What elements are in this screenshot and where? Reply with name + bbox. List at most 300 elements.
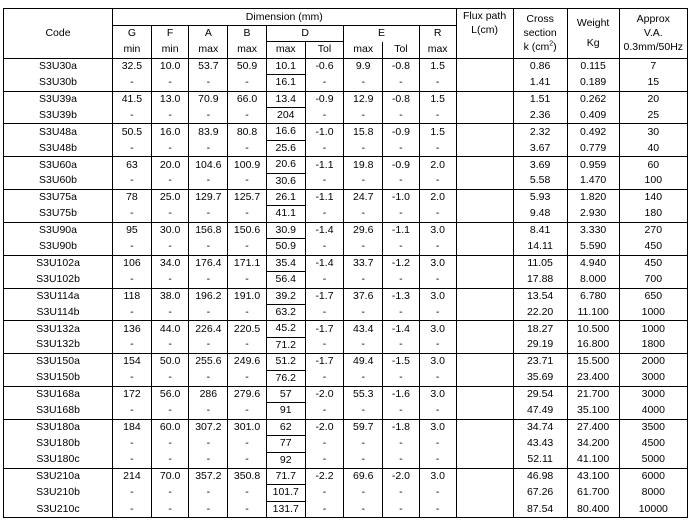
cell-approx-va: 30 [619, 124, 687, 140]
cell-code: S3U210a [4, 468, 113, 484]
header-code: Code [4, 9, 113, 59]
cell-code: S3U180b [4, 436, 113, 452]
cell-e-max: 19.8 [344, 157, 383, 173]
cell-cross-section: 8.41 [513, 222, 567, 238]
table-row [4, 190, 688, 206]
cell-g: 95 [113, 222, 152, 238]
cell-cross-section: 67.26 [513, 485, 567, 501]
cell-e-tol: -1.5 [383, 354, 420, 370]
cell-g: - [113, 173, 152, 189]
header-approx-va-line3: 0.3mm/50Hz [623, 41, 684, 54]
cell-d-max: 63.2 [266, 304, 305, 320]
cell-cross-section: 22.20 [513, 304, 567, 320]
cell-g: - [113, 403, 152, 419]
header-col-g: G [113, 26, 152, 42]
cell-g: 41.5 [113, 91, 152, 107]
cell-f: 70.0 [151, 468, 189, 484]
cell-code: S3U168a [4, 386, 113, 402]
cell-weight: 6.780 [567, 288, 619, 304]
cell-d-max: 101.7 [266, 485, 305, 501]
cell-flux-path [456, 91, 513, 107]
cell-e-tol: -0.8 [383, 91, 420, 107]
cell-e-tol: -1.2 [383, 255, 420, 271]
cell-cross-section: 9.48 [513, 206, 567, 222]
cell-e-max: - [344, 108, 383, 124]
cell-g: - [113, 370, 152, 386]
cell-flux-path [456, 403, 513, 419]
cell-g: 32.5 [113, 58, 152, 74]
cell-e-max: 33.7 [344, 255, 383, 271]
cell-d-max: 57 [266, 386, 305, 402]
cell-d-tol: -0.9 [305, 91, 344, 107]
cell-cross-section: 5.58 [513, 173, 567, 189]
cell-e-max: - [344, 452, 383, 468]
cell-cross-section: 46.98 [513, 468, 567, 484]
table-row [4, 386, 688, 402]
cell-d-tol: -1.0 [305, 124, 344, 140]
cell-r: - [419, 75, 456, 91]
cell-r: - [419, 452, 456, 468]
cell-b: - [228, 436, 267, 452]
cell-e-max: 29.6 [344, 222, 383, 238]
cell-weight: 0.959 [567, 157, 619, 173]
table-row [4, 272, 688, 288]
cell-e-tol: -1.1 [383, 222, 420, 238]
cell-f: 38.0 [151, 288, 189, 304]
cell-b: 150.6 [228, 222, 267, 238]
cell-f: 44.0 [151, 321, 189, 337]
cell-code: S3U150a [4, 354, 113, 370]
cell-b: 66.0 [228, 91, 267, 107]
cell-cross-section: 17.88 [513, 272, 567, 288]
cell-weight: 80.400 [567, 501, 619, 517]
cell-flux-path [456, 190, 513, 206]
header-weight [567, 9, 619, 59]
cell-approx-va: 700 [619, 272, 687, 288]
table-row [4, 255, 688, 271]
cell-code: S3U114b [4, 304, 113, 320]
cell-e-max: 24.7 [344, 190, 383, 206]
cell-r: 1.5 [419, 58, 456, 74]
cell-weight: 8.000 [567, 272, 619, 288]
cell-f: - [151, 75, 189, 91]
cell-e-tol: - [383, 140, 420, 156]
cell-d-tol: -1.4 [305, 255, 344, 271]
cell-e-max: - [344, 75, 383, 91]
cell-approx-va: 650 [619, 288, 687, 304]
cell-weight: 0.409 [567, 108, 619, 124]
cell-b: - [228, 108, 267, 124]
cell-cross-section: 29.54 [513, 386, 567, 402]
table-row [4, 58, 688, 74]
cell-weight: 21.700 [567, 386, 619, 402]
header-cross-section-line2: section [523, 27, 557, 40]
cell-b: 125.7 [228, 190, 267, 206]
cell-b: 50.9 [228, 58, 267, 74]
table-row [4, 239, 688, 255]
cell-e-tol: - [383, 485, 420, 501]
header-flux-path-line2: L(cm) [471, 24, 498, 36]
cell-b: - [228, 173, 267, 189]
cell-b: 100.9 [228, 157, 267, 173]
cell-cross-section: 13.54 [513, 288, 567, 304]
table-row [4, 157, 688, 173]
cell-weight: 41.100 [567, 452, 619, 468]
cell-flux-path [456, 386, 513, 402]
cell-code: S3U39a [4, 91, 113, 107]
cell-approx-va: 450 [619, 255, 687, 271]
cell-flux-path [456, 304, 513, 320]
cell-flux-path [456, 173, 513, 189]
table-row [4, 206, 688, 222]
cell-g: - [113, 436, 152, 452]
cell-flux-path [456, 157, 513, 173]
table-row [4, 436, 688, 452]
cell-approx-va: 4500 [619, 436, 687, 452]
header-sub-f: min [151, 42, 189, 58]
cell-r: - [419, 485, 456, 501]
header-approx-va-line2: V.A. [643, 27, 663, 40]
cell-b: - [228, 75, 267, 91]
cell-f: 10.0 [151, 58, 189, 74]
cell-f: - [151, 337, 189, 353]
cell-weight: 10.500 [567, 321, 619, 337]
cell-d-max: 35.4 [266, 255, 305, 271]
cell-g: - [113, 239, 152, 255]
cell-code: S3U180a [4, 419, 113, 435]
header-flux-path-line1: Flux path [462, 10, 507, 22]
cell-g: - [113, 501, 152, 517]
cell-r: - [419, 206, 456, 222]
cell-cross-section: 2.36 [513, 108, 567, 124]
cell-d-tol: - [305, 452, 344, 468]
cell-b: 220.5 [228, 321, 267, 337]
cell-r: 1.5 [419, 91, 456, 107]
table-row [4, 140, 688, 156]
cell-a: - [189, 75, 228, 91]
cell-d-max: 91 [266, 403, 305, 419]
cell-e-max: 43.4 [344, 321, 383, 337]
cell-e-max: - [344, 501, 383, 517]
table-row [4, 173, 688, 189]
cell-cross-section: 34.74 [513, 419, 567, 435]
cell-code: S3U48b [4, 140, 113, 156]
cell-e-max: 59.7 [344, 419, 383, 435]
cell-f: 34.0 [151, 255, 189, 271]
table-row [4, 354, 688, 370]
cell-d-tol: -1.1 [305, 190, 344, 206]
cell-e-tol: - [383, 272, 420, 288]
cell-d-max: 51.2 [266, 354, 305, 370]
cell-a: - [189, 272, 228, 288]
cell-e-tol: -0.9 [383, 124, 420, 140]
cell-weight: 1.820 [567, 190, 619, 206]
table-row [4, 337, 688, 353]
table-row [4, 91, 688, 107]
cell-g: - [113, 337, 152, 353]
table-row [4, 321, 688, 337]
cell-g: 78 [113, 190, 152, 206]
cell-r: - [419, 403, 456, 419]
cell-g: - [113, 272, 152, 288]
cell-g: 154 [113, 354, 152, 370]
cell-code: S3U48a [4, 124, 113, 140]
header-sub-a: max [189, 42, 228, 58]
cell-weight: 0.189 [567, 75, 619, 91]
cell-flux-path [456, 419, 513, 435]
cell-d-max: 25.6 [266, 140, 305, 156]
cell-code: S3U60b [4, 173, 113, 189]
cell-a: - [189, 239, 228, 255]
cell-e-tol: - [383, 403, 420, 419]
cell-a: 307.2 [189, 419, 228, 435]
cell-d-max: 39.2 [266, 288, 305, 304]
cell-d-tol: - [305, 75, 344, 91]
cell-d-tol: - [305, 403, 344, 419]
cell-r: 3.0 [419, 419, 456, 435]
cell-g: 214 [113, 468, 152, 484]
cell-r: 3.0 [419, 288, 456, 304]
cell-d-tol: - [305, 173, 344, 189]
cell-e-tol: - [383, 173, 420, 189]
cell-flux-path [456, 452, 513, 468]
cell-code: S3U180c [4, 452, 113, 468]
cell-e-tol: - [383, 370, 420, 386]
header-dimension: Dimension (mm) [113, 9, 457, 26]
cell-weight: 15.500 [567, 354, 619, 370]
cell-cross-section: 1.41 [513, 75, 567, 91]
cell-d-tol: - [305, 206, 344, 222]
cell-approx-va: 450 [619, 239, 687, 255]
cell-g: - [113, 108, 152, 124]
cell-code: S3U75b [4, 206, 113, 222]
cell-weight: 11.100 [567, 304, 619, 320]
cell-r: - [419, 436, 456, 452]
cell-f: 50.0 [151, 354, 189, 370]
cell-d-max: 62 [266, 419, 305, 435]
cell-g: - [113, 452, 152, 468]
cell-code: S3U30b [4, 75, 113, 91]
cell-r: - [419, 108, 456, 124]
cell-weight: 16.800 [567, 337, 619, 353]
cell-e-max: 49.4 [344, 354, 383, 370]
cell-approx-va: 6000 [619, 468, 687, 484]
cell-a: - [189, 108, 228, 124]
header-approx-va [619, 9, 687, 59]
cell-f: - [151, 485, 189, 501]
cell-e-tol: - [383, 108, 420, 124]
cell-a: 286 [189, 386, 228, 402]
cell-d-max: 71.2 [266, 337, 305, 353]
cell-a: - [189, 304, 228, 320]
cell-g: - [113, 206, 152, 222]
cell-a: 53.7 [189, 58, 228, 74]
cell-e-tol: -2.0 [383, 468, 420, 484]
cell-flux-path [456, 272, 513, 288]
cell-e-tol: - [383, 239, 420, 255]
cell-approx-va: 140 [619, 190, 687, 206]
header-col-a: A [189, 26, 228, 42]
cell-f: 60.0 [151, 419, 189, 435]
cell-a: 176.4 [189, 255, 228, 271]
header-col-r: R [419, 26, 456, 42]
cell-weight: 3.330 [567, 222, 619, 238]
cell-cross-section: 3.67 [513, 140, 567, 156]
header-cross-section-line1: Cross [526, 13, 554, 26]
cell-weight: 27.400 [567, 419, 619, 435]
cell-cross-section: 5.93 [513, 190, 567, 206]
cell-weight: 0.262 [567, 91, 619, 107]
cell-d-tol: - [305, 370, 344, 386]
cell-d-max: 20.6 [266, 157, 305, 173]
cell-f: 20.0 [151, 157, 189, 173]
cell-d-max: 16.6 [266, 124, 305, 140]
cell-approx-va: 3000 [619, 370, 687, 386]
cell-code: S3U114a [4, 288, 113, 304]
cell-approx-va: 270 [619, 222, 687, 238]
cell-code: S3U30a [4, 58, 113, 74]
cell-approx-va: 7 [619, 58, 687, 74]
cell-cross-section: 23.71 [513, 354, 567, 370]
cell-b: - [228, 403, 267, 419]
cell-d-max: 10.1 [266, 58, 305, 74]
cell-d-tol: -2.2 [305, 468, 344, 484]
cell-a: - [189, 501, 228, 517]
table-row [4, 222, 688, 238]
cell-b: 279.6 [228, 386, 267, 402]
cell-d-max: 30.9 [266, 222, 305, 238]
cell-weight: 23.400 [567, 370, 619, 386]
cell-r: 3.0 [419, 321, 456, 337]
cell-e-max: - [344, 304, 383, 320]
cell-d-tol: -0.6 [305, 58, 344, 74]
cell-a: 129.7 [189, 190, 228, 206]
cell-weight: 4.940 [567, 255, 619, 271]
cell-cross-section: 35.69 [513, 370, 567, 386]
cell-b: 249.6 [228, 354, 267, 370]
cell-f: - [151, 304, 189, 320]
cell-a: - [189, 452, 228, 468]
cell-d-max: 41.1 [266, 206, 305, 222]
cell-d-max: 13.4 [266, 91, 305, 107]
cell-flux-path [456, 321, 513, 337]
cell-d-tol: -2.0 [305, 419, 344, 435]
cell-g: - [113, 304, 152, 320]
cell-g: 184 [113, 419, 152, 435]
cell-b: - [228, 337, 267, 353]
cell-approx-va: 180 [619, 206, 687, 222]
cell-cross-section: 0.86 [513, 58, 567, 74]
cell-weight: 1.470 [567, 173, 619, 189]
cell-b: 191.0 [228, 288, 267, 304]
header-row-1 [4, 9, 688, 26]
cell-a: - [189, 140, 228, 156]
cell-e-tol: - [383, 206, 420, 222]
cell-r: - [419, 337, 456, 353]
cell-cross-section: 2.32 [513, 124, 567, 140]
cell-a: 255.6 [189, 354, 228, 370]
cell-flux-path [456, 124, 513, 140]
cell-g: 63 [113, 157, 152, 173]
table-row [4, 403, 688, 419]
cell-a: - [189, 370, 228, 386]
cell-d-tol: - [305, 501, 344, 517]
cell-e-tol: -1.4 [383, 321, 420, 337]
cell-e-tol: -1.8 [383, 419, 420, 435]
cell-code: S3U132a [4, 321, 113, 337]
cell-flux-path [456, 239, 513, 255]
cell-r: - [419, 140, 456, 156]
cell-flux-path [456, 436, 513, 452]
cell-d-tol: -1.7 [305, 288, 344, 304]
cell-cross-section: 1.51 [513, 91, 567, 107]
cell-g: 172 [113, 386, 152, 402]
cell-approx-va: 20 [619, 91, 687, 107]
cell-a: - [189, 436, 228, 452]
cell-flux-path [456, 370, 513, 386]
cell-f: - [151, 108, 189, 124]
cell-e-max: - [344, 403, 383, 419]
cell-d-max: 71.7 [266, 468, 305, 484]
cell-d-max: 56.4 [266, 272, 305, 288]
cell-e-max: - [344, 370, 383, 386]
cell-approx-va: 100 [619, 173, 687, 189]
header-cross-section [513, 9, 567, 59]
cell-code: S3U102b [4, 272, 113, 288]
cell-e-tol: -0.9 [383, 157, 420, 173]
cell-d-tol: -1.1 [305, 157, 344, 173]
cell-weight: 0.779 [567, 140, 619, 156]
cell-d-max: 45.2 [266, 321, 305, 337]
cell-cross-section: 29.19 [513, 337, 567, 353]
cell-e-max: - [344, 272, 383, 288]
cell-e-max: - [344, 337, 383, 353]
cell-r: 2.0 [419, 157, 456, 173]
table-row [4, 108, 688, 124]
cell-weight: 5.590 [567, 239, 619, 255]
cell-a: - [189, 485, 228, 501]
cell-code: S3U210b [4, 485, 113, 501]
cell-d-tol: - [305, 108, 344, 124]
spec-table [3, 8, 688, 518]
cell-e-tol: - [383, 304, 420, 320]
table-row [4, 501, 688, 517]
cell-flux-path [456, 75, 513, 91]
cell-e-max: 55.3 [344, 386, 383, 402]
cell-f: - [151, 140, 189, 156]
cell-code: S3U168b [4, 403, 113, 419]
cell-d-max: 77 [266, 436, 305, 452]
cell-b: - [228, 304, 267, 320]
cell-flux-path [456, 222, 513, 238]
cell-e-tol: -1.0 [383, 190, 420, 206]
cell-d-tol: -2.0 [305, 386, 344, 402]
cell-a: - [189, 403, 228, 419]
cell-e-tol: - [383, 337, 420, 353]
cell-e-max: 37.6 [344, 288, 383, 304]
cell-cross-section: 43.43 [513, 436, 567, 452]
cell-approx-va: 40 [619, 140, 687, 156]
cell-cross-section: 47.49 [513, 403, 567, 419]
cell-b: - [228, 452, 267, 468]
table-row [4, 288, 688, 304]
header-col-f: F [151, 26, 189, 42]
cell-cross-section: 18.27 [513, 321, 567, 337]
cell-a: 226.4 [189, 321, 228, 337]
cell-approx-va: 3500 [619, 419, 687, 435]
cell-d-max: 131.7 [266, 501, 305, 517]
cell-code: S3U90a [4, 222, 113, 238]
